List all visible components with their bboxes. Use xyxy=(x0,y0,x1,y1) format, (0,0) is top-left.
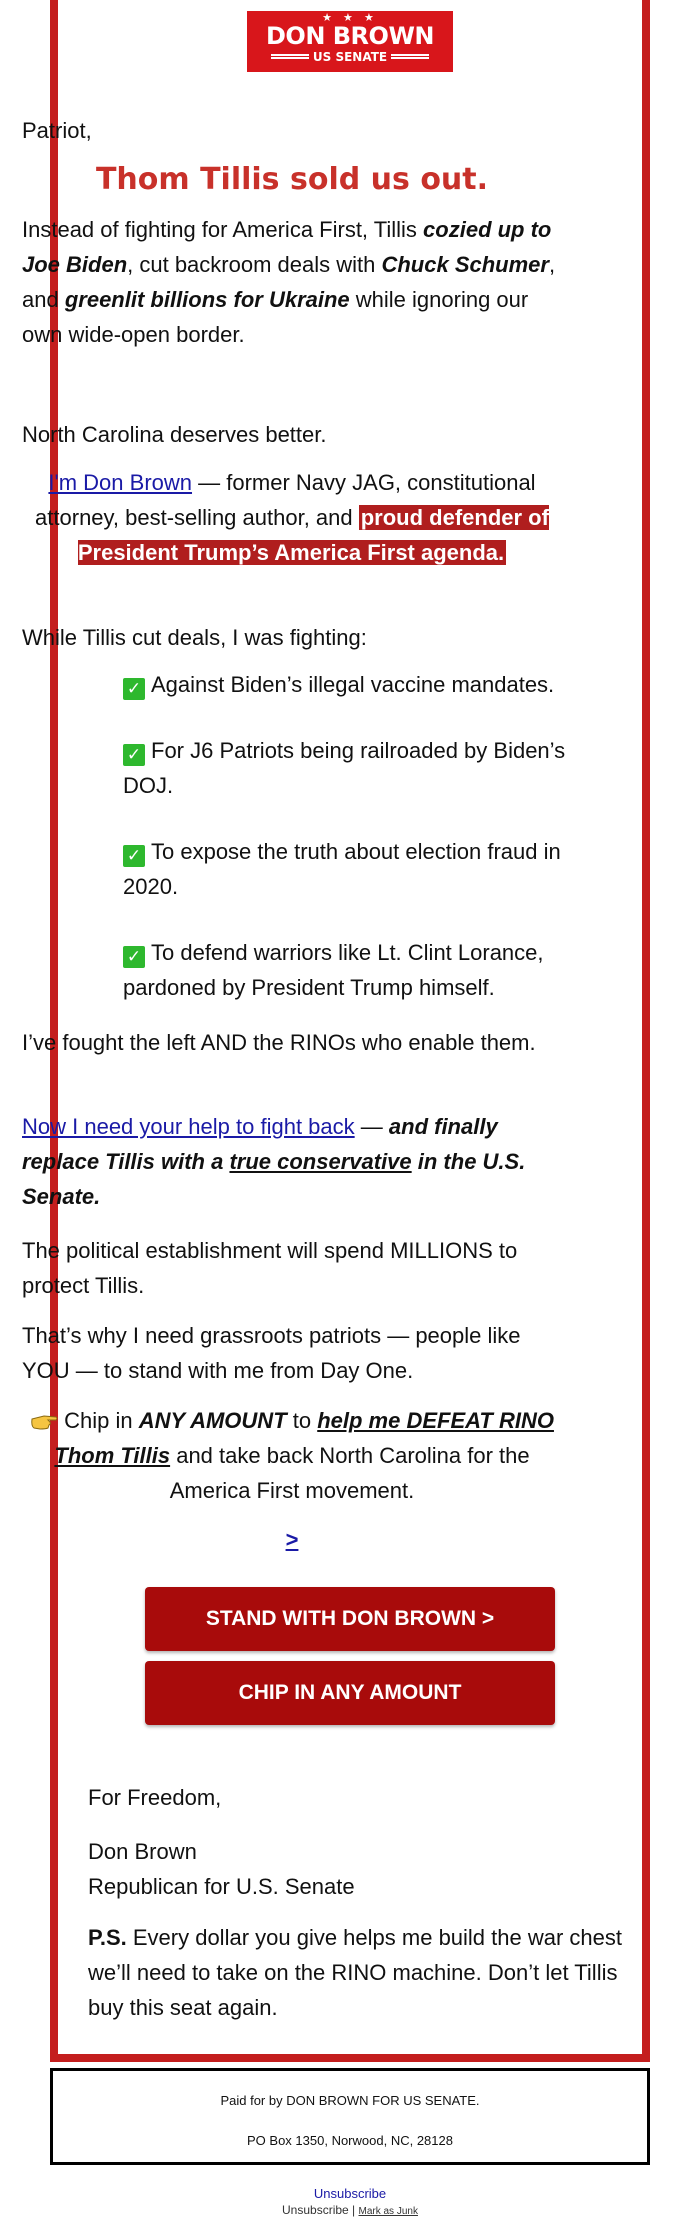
fighting-intro: While Tillis cut deals, I was fighting: xyxy=(22,625,367,650)
mark-as-junk-link[interactable]: Mark as Junk xyxy=(358,2206,418,2217)
highlight-text: proud defender of President Trump’s America First agenda. xyxy=(77,505,549,565)
ps-paragraph: P.S. Every dollar you give helps me build the war chest we’ll need to take on the RINO machine. Don’t let Tillis buy this seat again. xyxy=(88,1925,622,2020)
defeat-tillis-link[interactable]: help me DEFEAT RINO Thom Tillis xyxy=(54,1408,554,1468)
nc-line: North Carolina deserves better. xyxy=(22,422,327,447)
paid-for-line: Paid for by DON BROWN FOR US SENATE. xyxy=(220,2093,480,2108)
unsubscribe-row xyxy=(0,2186,700,2201)
checkmark-icon: ✓ xyxy=(123,678,145,700)
button-group xyxy=(0,1587,700,1651)
establishment-line: The political establishment will spend MILLIONS to protect Tillis. xyxy=(22,1238,518,1298)
header xyxy=(58,0,642,72)
logo-stars: ★ ★ ★ xyxy=(322,12,378,24)
signature-name: Don Brown xyxy=(88,1839,197,1864)
help-link[interactable]: Now I need your help to fight back xyxy=(22,1114,355,1139)
logo-name: DON BROWN xyxy=(266,22,434,50)
chip-in-button[interactable]: CHIP IN ANY AMOUNT xyxy=(145,1661,555,1725)
stand-with-don-brown-button[interactable]: STAND WITH DON BROWN > xyxy=(145,1587,555,1651)
list-item: ✓ For J6 Patriots being railroaded by Biden’s DOJ. xyxy=(123,738,566,798)
unsubscribe-link[interactable]: Unsubscribe xyxy=(313,2186,387,2201)
signature-title: Republican for U.S. Senate xyxy=(88,1874,355,1899)
arrow-link[interactable]: > xyxy=(285,1527,299,1552)
headline: Thom Tillis sold us out. xyxy=(95,162,489,197)
bio-link[interactable]: I'm Don Brown xyxy=(48,470,193,495)
intro-paragraph: Instead of fighting for America First, Tillis cozied up to Joe Biden, cut backroom deals with Chuck Schumer, and greenlit billions for Ukraine while ignoring our own wide-open border. xyxy=(22,217,556,347)
signoff: For Freedom, Don Brown Republican for U.S. Senate P.S. Every dollar you give helps me build the war chest we’ll need to take on the RINO machine. Don’t let Tillis buy this seat again. xyxy=(88,1780,628,2025)
pointing-hand-icon xyxy=(30,1412,58,1430)
checkmark-icon: ✓ xyxy=(123,946,145,968)
arrow-link-row xyxy=(22,1522,562,1557)
button-group-2 xyxy=(0,1661,700,1725)
fought-line: I’ve fought the left AND the RINOs who enable them. xyxy=(22,1030,536,1055)
logo-subtitle: US SENATE xyxy=(312,50,388,64)
unsubscribe-footer: Unsubscribe | Mark as Junk xyxy=(282,2203,418,2217)
help-paragraph: Now I need your help to fight back — and finally replace Tillis with a true conservative in the U.S. Senate. xyxy=(22,1114,526,1209)
checkmark-icon: ✓ xyxy=(123,744,145,766)
grassroots-line: That’s why I need grassroots patriots — people like YOU — to stand with me from Day One. xyxy=(22,1323,521,1383)
don-brown-logo[interactable] xyxy=(247,11,453,72)
footer xyxy=(50,2068,650,2165)
chip-paragraph: Chip in ANY AMOUNT to help me DEFEAT RINO Thom Tillis and take back North Carolina for the America First movement. xyxy=(22,1403,562,1508)
list-item: ✓ To defend warriors like Lt. Clint Lorance, pardoned by President Trump himself. xyxy=(123,940,544,1000)
address-line: PO Box 1350, Norwood, NC, 28128 xyxy=(247,2133,453,2148)
bio-paragraph: I'm Don Brown — former Navy JAG, constitutional attorney, best-selling author, and proud defender of President Trump’s America First agenda. xyxy=(35,470,549,565)
list-item: ✓ To expose the truth about election fraud in 2020. xyxy=(123,839,561,899)
email-body xyxy=(22,113,562,352)
checklist xyxy=(123,667,613,1005)
checkmark-icon: ✓ xyxy=(123,845,145,867)
list-item: ✓ Against Biden’s illegal vaccine mandates. xyxy=(123,667,613,733)
nc-section xyxy=(22,417,562,452)
salutation: Patriot, xyxy=(22,118,92,143)
